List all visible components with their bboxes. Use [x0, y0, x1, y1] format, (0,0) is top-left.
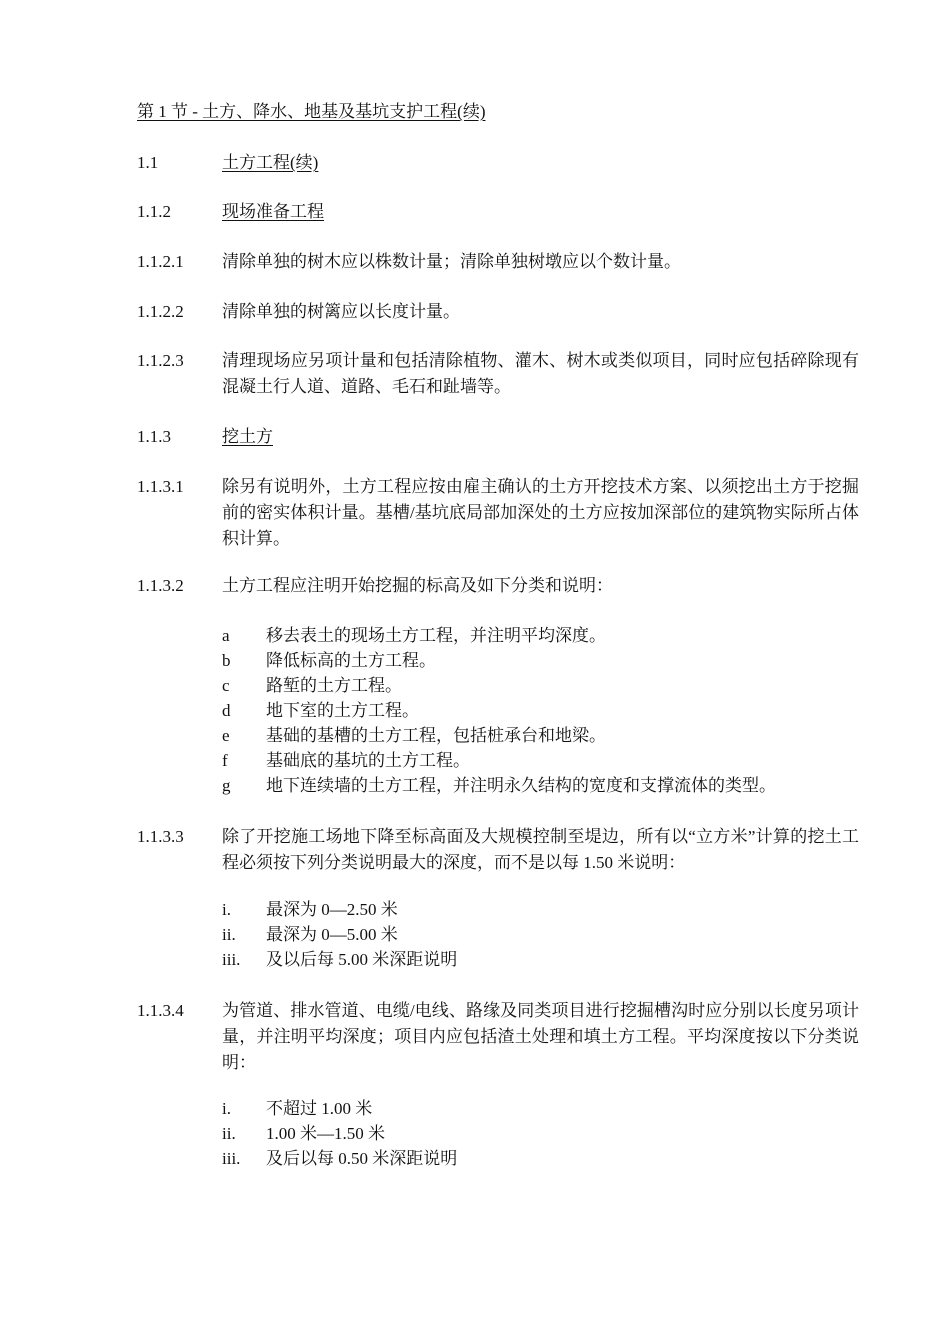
clause-title-1-1: 土方工程(续): [222, 153, 319, 172]
clause-number-1-1-2-1: 1.1.2.1: [137, 252, 184, 271]
list-item-label-ii: ii.: [222, 925, 236, 944]
list-item-text-b: 降低标高的土方工程。: [266, 651, 436, 670]
clause-number-1-1-2-3: 1.1.2.3: [137, 351, 184, 370]
list-item-text-iii: 及以后每 5.00 米深距说明: [266, 950, 458, 969]
list-item-text-g: 地下连续墙的土方工程，并注明永久结构的宽度和支撑流体的类型。: [266, 776, 776, 795]
clause-number-1-1-3-3: 1.1.3.3: [137, 827, 184, 846]
list-item-label-c: c: [222, 676, 230, 695]
clause-text-1-1-3-4: 为管道、排水管道、电缆/电线、路缘及同类项目进行挖掘槽沟时应分别以长度另项计量，并注明平均深度；项目内应包括渣土处理和填土方工程。平均深度按以下分类说明：: [222, 1001, 859, 1072]
list-item-text-iii-2: 及后以每 0.50 米深距说明: [266, 1149, 458, 1168]
clause-text-1-1-3-3: 除了开挖施工场地下降至标高面及大规模控制至堤边，所有以“立方米”计算的挖土工程必须按下列分类说明最大的深度，而不是以每 1.50 米说明：: [222, 827, 859, 872]
list-item-label-iii-2: iii.: [222, 1149, 241, 1168]
list-item-text-i: 最深为 0—2.50 米: [266, 900, 398, 919]
list-item-label-e: e: [222, 726, 230, 745]
list-item-text-d: 地下室的土方工程。: [266, 701, 419, 720]
clause-number-1-1-3-1: 1.1.3.1: [137, 477, 184, 496]
clause-number-1-1-2: 1.1.2: [137, 202, 171, 221]
clause-number-1-1-3: 1.1.3: [137, 427, 171, 446]
clause-title-1-1-2: 现场准备工程: [222, 202, 324, 221]
list-item-label-d: d: [222, 701, 231, 720]
list-item-label-a: a: [222, 626, 230, 645]
list-item-label-i-2: i.: [222, 1099, 231, 1118]
clause-number-1-1-3-4: 1.1.3.4: [137, 1001, 184, 1020]
clause-text-1-1-3-1: 除另有说明外，土方工程应按由雇主确认的土方开挖技术方案、以须挖出土方于挖掘前的密实体积计量。基槽/基坑底局部加深处的土方应按加深部位的建筑物实际所占体积计算。: [222, 477, 859, 548]
clause-text-1-1-3-2: 土方工程应注明开始挖掘的标高及如下分类和说明：: [222, 576, 613, 595]
list-item-label-f: f: [222, 751, 228, 770]
clause-text-1-1-2-3: 清理现场应另项计量和包括清除植物、灌木、树木或类似项目，同时应包括碎除现有混凝土行人道、道路、毛石和趾墙等。: [222, 351, 859, 396]
list-item-text-e: 基础的基槽的土方工程，包括桩承台和地梁。: [266, 726, 606, 745]
clause-number-1-1-2-2: 1.1.2.2: [137, 302, 184, 321]
list-item-label-b: b: [222, 651, 231, 670]
list-item-label-i: i.: [222, 900, 231, 919]
list-item-text-f: 基础底的基坑的土方工程。: [266, 751, 470, 770]
list-item-text-c: 路堑的土方工程。: [266, 676, 402, 695]
clause-number-1-1-3-2: 1.1.3.2: [137, 576, 184, 595]
list-item-text-ii-2: 1.00 米—1.50 米: [266, 1124, 385, 1143]
list-item-text-i-2: 不超过 1.00 米: [266, 1099, 373, 1118]
clause-title-1-1-3: 挖土方: [222, 427, 273, 446]
section-title: 第 1 节 - 土方、降水、地基及基坑支护工程(续): [137, 102, 486, 121]
list-item-text-ii: 最深为 0—5.00 米: [266, 925, 398, 944]
list-item-label-ii-2: ii.: [222, 1124, 236, 1143]
clause-number-1-1: 1.1: [137, 153, 159, 172]
clause-text-1-1-2-2: 清除单独的树篱应以长度计量。: [222, 302, 460, 321]
list-item-label-g: g: [222, 776, 231, 795]
list-item-text-a: 移去表土的现场土方工程，并注明平均深度。: [266, 626, 606, 645]
clause-text-1-1-2-1: 清除单独的树木应以株数计量；清除单独树墩应以个数计量。: [222, 252, 681, 271]
list-item-label-iii: iii.: [222, 950, 241, 969]
